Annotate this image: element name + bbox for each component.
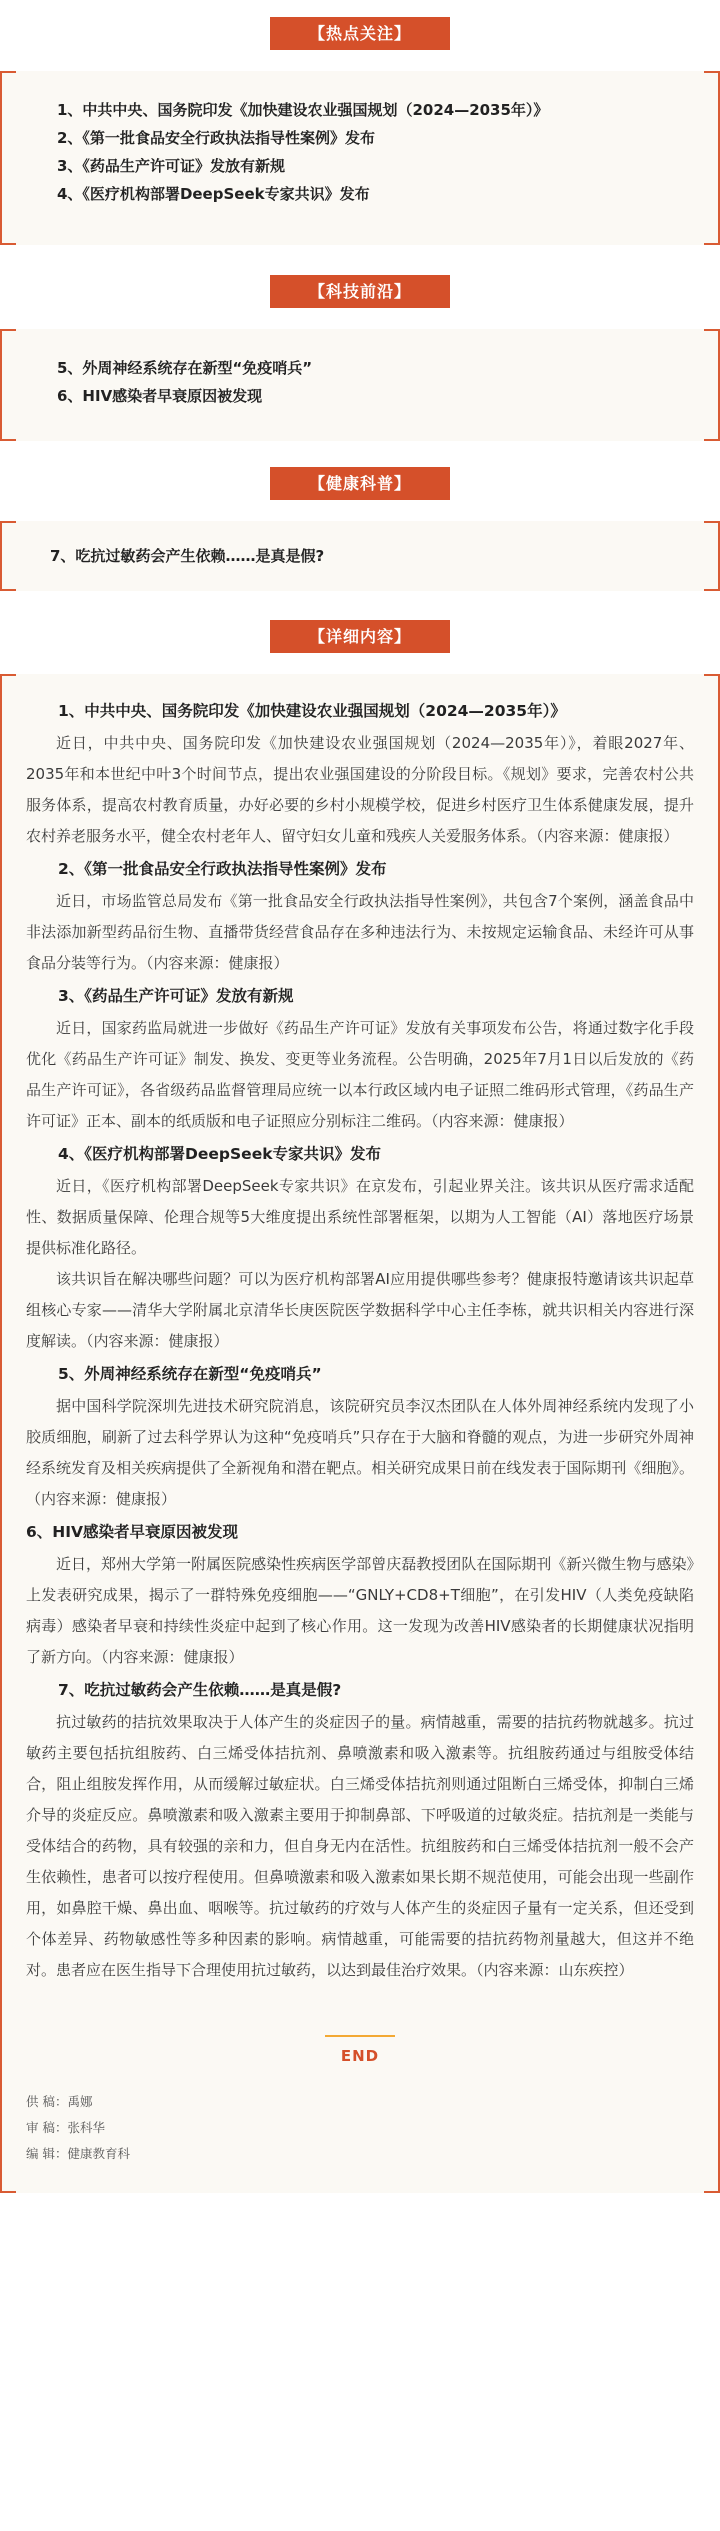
article-6-paragraph-1: 近日，郑州大学第一附属医院感染性疾病医学部曾庆磊教授团队在国际期刊《新兴微生物与感染》上发表研究成果，揭示了一群特殊免疫细胞——“GNLY+CD8+T细胞”，在引发HIV（人类免疫缺陷病毒）感染者早衰和持续性炎症中起到了核心作用。这一发现为改善HIV感染者的长期健康状况指明了新方向。（内容来源：健康报） [26,1555,694,1666]
article-5-paragraph-1: 据中国科学院深圳先进技术研究院消息，该院研究员李汉杰团队在人体外周神经系统内发现了小胶质细胞，刷新了过去科学界认为这种“免疫哨兵”只存在于大脑和脊髓的观点，为进一步研究外周神经系统发育及相关疾病提供了全新视角和潜在靶点。相关研究成果日前在线发表于国际期刊《细胞》。（内容来源：健康报） [26,1397,694,1508]
end-marker [26,2022,694,2065]
section-title-detail: 【详细内容】 [270,620,450,653]
end-line-top [325,2035,395,2037]
detail-content-box [0,674,720,2193]
section-title-hot: 【热点关注】 [270,17,450,50]
credit-contributor: 供 稿：禹娜 [26,2094,93,2109]
detail-section [0,620,720,2193]
article-1-paragraph-1: 近日，中共中央、国务院印发《加快建设农业强国规划（2024—2035年）》，着眼2027年、2035年和本世纪中叶3个时间节点，提出农业强国建设的分阶段目标。《规划》要求，完善农村公共服务体系，提高农村教育质量，办好必要的乡村小规模学校，促进乡村医疗卫生体系健康发展，提升农村养老服务水平，健全农村老年人、留守妇女儿童和残疾人关爱服务体系。（内容来源：健康报） [26,734,694,845]
section-title-health: 【健康科普】 [270,467,450,500]
tech-toc-box [0,329,720,441]
article-4-paragraph-1: 近日，《医疗机构部署DeepSeek专家共识》在京发布，引起业界关注。该共识从医疗需求适配性、数据质量保障、伦理合规等5大维度提出系统性部署框架，以期为人工智能（AI）落地医疗场景提供标准化路径。 [26,1177,694,1257]
article-3-heading: 3、《药品生产许可证》发放有新规 [58,987,294,1005]
article-2-paragraph-1: 近日，市场监管总局发布《第一批食品安全行政执法指导性案例》，共包含7个案例，涵盖食品中非法添加新型药品衍生物、直播带货经营食品存在多种违法行为、未按规定运输食品、未经许可从事食品分装等行为。（内容来源：健康报） [26,892,694,972]
toc-item-2[interactable]: 2、《第一批食品安全行政执法指导性案例》发布 [57,129,375,147]
health-section [0,467,720,591]
article-4-paragraph-2: 该共识旨在解决哪些问题？可以为医疗机构部署AI应用提供哪些参考？健康报特邀请该共识起草组核心专家——清华大学附属北京清华长庚医院医学数据科学中心主任李栋，就共识相关内容进行深度解读。（内容来源：健康报） [26,1270,694,1350]
article-5-heading: 5、外周神经系统存在新型“免疫哨兵” [58,1365,322,1383]
article-7-paragraph-1: 抗过敏药的拮抗效果取决于人体产生的炎症因子的量。病情越重，需要的拮抗药物就越多。抗过敏药主要包括抗组胺药、白三烯受体拮抗剂、鼻喷激素和吸入激素等。抗组胺药通过与组胺受体结合，阻止组胺发挥作用，从而缓解过敏症状。白三烯受体拮抗剂则通过阻断白三烯受体，抑制白三烯介导的炎症反应。鼻喷激素和吸入激素主要用于抑制鼻部、下呼吸道的过敏炎症。拮抗剂是一类能与受体结合的药物，具有较强的亲和力，但自身无内在活性。抗组胺药和白三烯受体拮抗剂一般不会产生依赖性，患者可以按疗程使用。但鼻喷激素和吸入激素如果长期不规范使用，可能会出现一些副作用，如鼻腔干燥、鼻出血、咽喉等。抗过敏药的疗效与人体产生的炎症因子量有一定关系，但还受到个体差异、药物敏感性等多种因素的影响。病情越重，可能需要的拮抗药物剂量越大，但这并不绝对。患者应在医生指导下合理使用抗过敏药，以达到最佳治疗效果。（内容来源：山东疾控） [26,1713,694,1979]
toc-item-6[interactable]: 6、HIV感染者早衰原因被发现 [57,387,263,405]
hot-toc-box [0,71,720,245]
article-2-heading: 2、《第一批食品安全行政执法指导性案例》发布 [58,860,387,878]
toc-item-4[interactable]: 4、《医疗机构部署DeepSeek专家共识》发布 [57,185,370,203]
credits [26,2089,694,2167]
article-1-heading: 1、中共中央、国务院印发《加快建设农业强国规划（2024—2035年）》 [58,702,566,720]
article-3-paragraph-1: 近日，国家药监局就进一步做好《药品生产许可证》发放有关事项发布公告，将通过数字化手段优化《药品生产许可证》制发、换发、变更等业务流程。公告明确，2025年7月1日以后发放的《药品生产许可证》，各省级药品监督管理局应统一以本行政区域内电子证照二维码形式管理，《药品生产许可证》正本、副本的纸质版和电子证照应分别标注二维码。（内容来源：健康报） [26,1019,694,1130]
toc-item-3[interactable]: 3、《药品生产许可证》发放有新规 [57,157,285,175]
end-text: END [340,2047,380,2065]
article-7-heading: 7、吃抗过敏药会产生依赖……是真是假? [58,1681,342,1699]
credit-reviewer: 审 稿：张科华 [26,2120,105,2135]
article-4-heading: 4、《医疗机构部署DeepSeek专家共识》发布 [58,1145,382,1163]
hot-section [0,17,720,245]
article-6-heading: 6、HIV感染者早衰原因被发现 [26,1523,239,1541]
health-toc-box [0,521,720,591]
toc-item-1[interactable]: 1、中共中央、国务院印发《加快建设农业强国规划（2024—2035年）》 [57,101,549,119]
credit-editor: 编 辑：健康教育科 [26,2146,130,2161]
tech-section [0,275,720,441]
toc-item-5[interactable]: 5、外周神经系统存在新型“免疫哨兵” [57,359,313,377]
toc-item-7[interactable]: 7、吃抗过敏药会产生依赖……是真是假? [50,547,325,565]
section-title-tech: 【科技前沿】 [270,275,450,308]
